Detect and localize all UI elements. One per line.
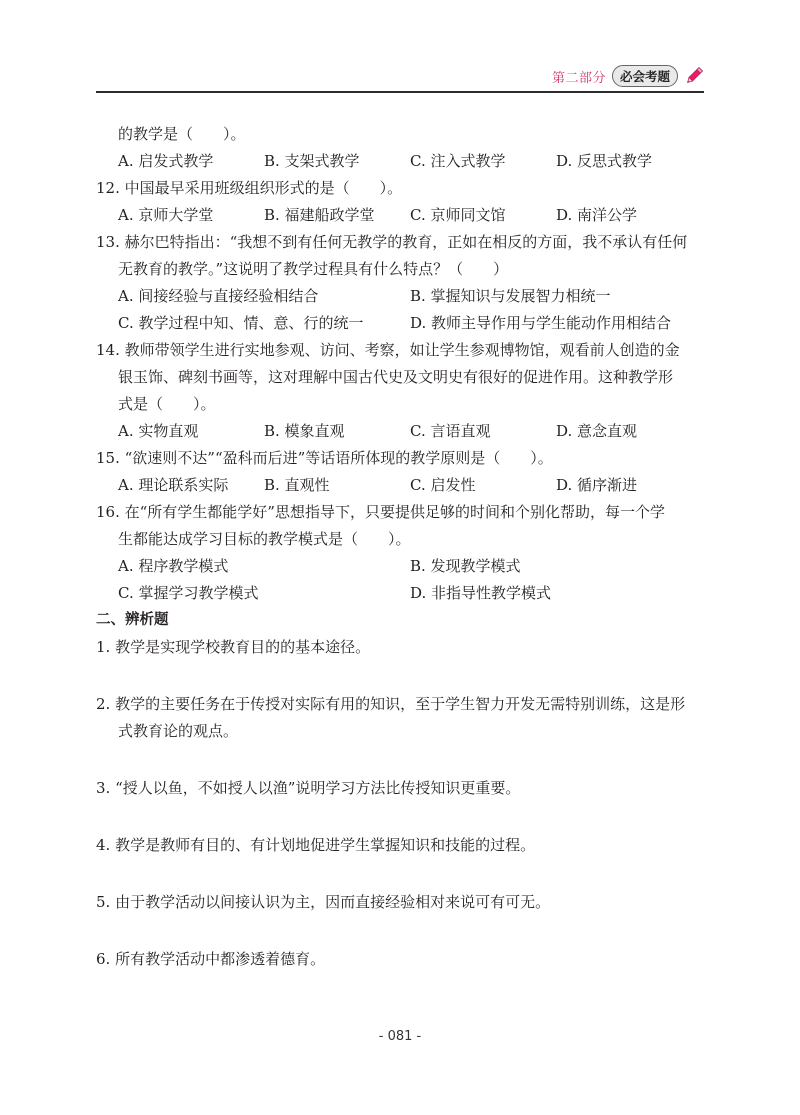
analysis-item-5: 5. 由于教学活动以间接认识为主，因而直接经验相对来说可有可无。 bbox=[96, 893, 551, 911]
analysis-item-4: 4. 教学是教师有目的、有计划地促进学生掌握知识和技能的过程。 bbox=[96, 836, 536, 854]
analysis-item-2: 2. 教学的主要任务在于传授对实际有用的知识，至于学生智力开发无需特别训练，这是形 bbox=[96, 695, 686, 713]
option-c: C. 掌握学习教学模式 bbox=[118, 584, 259, 602]
question-15-options bbox=[96, 472, 704, 499]
option-b: B. 模象直观 bbox=[264, 422, 345, 440]
analysis-item-1: 1. 教学是实现学校教育目的的基本途径。 bbox=[96, 638, 371, 656]
question-14-stem-cont2: 式是（ ）。 bbox=[118, 395, 216, 413]
question-11-options bbox=[96, 148, 704, 175]
option-a: A. 间接经验与直接经验相结合 bbox=[118, 287, 319, 305]
question-16-options-row2 bbox=[96, 580, 704, 607]
answer-space bbox=[96, 661, 704, 691]
option-a: A. 程序教学模式 bbox=[118, 557, 229, 575]
question-15-stem: 15. “欲速则不达”“盈科而后进”等话语所体现的教学原则是（ ）。 bbox=[96, 449, 553, 467]
analysis-item-6: 6. 所有教学活动中都渗透着德育。 bbox=[96, 950, 326, 968]
option-d: D. 教师主导作用与学生能动作用相结合 bbox=[410, 314, 672, 332]
question-16-options-row1 bbox=[96, 553, 704, 580]
section-badge: 必会考题 bbox=[612, 65, 678, 87]
question-14-stem: 14. 教师带领学生进行实地参观、访问、考察，如让学生参观博物馆，观看前人创造的金 bbox=[96, 341, 680, 359]
answer-space bbox=[96, 916, 704, 946]
option-c: C. 启发性 bbox=[410, 476, 476, 494]
pencil-icon bbox=[684, 66, 704, 86]
analysis-item-2-cont: 式教育论的观点。 bbox=[118, 722, 239, 740]
option-c: C. 言语直观 bbox=[410, 422, 491, 440]
option-b: B. 发现教学模式 bbox=[410, 557, 521, 575]
option-d: D. 意念直观 bbox=[556, 422, 638, 440]
option-a: A. 理论联系实际 bbox=[118, 476, 229, 494]
page-header bbox=[96, 62, 704, 90]
option-a: A. 启发式教学 bbox=[118, 152, 214, 170]
option-c: C. 京师同文馆 bbox=[410, 206, 506, 224]
option-b: B. 福建船政学堂 bbox=[264, 206, 375, 224]
question-13-options-row2 bbox=[96, 310, 704, 337]
analysis-item-3: 3. “授人以鱼，不如授人以渔”说明学习方法比传授知识更重要。 bbox=[96, 779, 521, 797]
option-a: A. 京师大学堂 bbox=[118, 206, 214, 224]
option-a: A. 实物直观 bbox=[118, 422, 199, 440]
page-number: - 081 - bbox=[378, 1029, 422, 1044]
option-b: B. 支架式教学 bbox=[264, 152, 360, 170]
question-13-stem-cont: 无教育的教学。”这说明了教学过程具有什么特点？（ ） bbox=[118, 260, 509, 278]
question-12-options bbox=[96, 202, 704, 229]
option-b: B. 直观性 bbox=[264, 476, 330, 494]
question-14-options bbox=[96, 418, 704, 445]
question-12-stem: 12. 中国最早采用班级组织形式的是（ ）。 bbox=[96, 179, 403, 197]
question-13-stem: 13. 赫尔巴特指出：“我想不到有任何无教学的教育，正如在相反的方面，我不承认有任何 bbox=[96, 233, 688, 251]
option-b: B. 掌握知识与发展智力相统一 bbox=[410, 287, 611, 305]
section-heading: 二、辨析题 bbox=[96, 612, 169, 628]
question-content bbox=[96, 121, 704, 973]
question-11-continuation: 的教学是（ ）。 bbox=[118, 125, 246, 143]
option-d: D. 反思式教学 bbox=[556, 152, 653, 170]
option-d: D. 南洋公学 bbox=[556, 206, 638, 224]
question-14-stem-cont: 银玉饰、碑刻书画等，这对理解中国古代史及文明史有很好的促进作用。这种教学形 bbox=[118, 368, 674, 386]
question-13-options-row1 bbox=[96, 283, 704, 310]
question-16-stem-cont: 生都能达成学习目标的教学模式是（ ）。 bbox=[118, 530, 411, 548]
option-d: D. 非指导性教学模式 bbox=[410, 584, 552, 602]
option-c: C. 教学过程中知、情、意、行的统一 bbox=[118, 314, 364, 332]
header-rule bbox=[96, 91, 704, 93]
option-c: C. 注入式教学 bbox=[410, 152, 506, 170]
question-16-stem: 16. 在“所有学生都能学好”思想指导下，只要提供足够的时间和个别化帮助，每一个学 bbox=[96, 503, 665, 521]
answer-space bbox=[96, 745, 704, 775]
option-d: D. 循序渐进 bbox=[556, 476, 638, 494]
answer-space bbox=[96, 802, 704, 832]
answer-space bbox=[96, 859, 704, 889]
section-label: 第二部分 bbox=[551, 70, 606, 86]
